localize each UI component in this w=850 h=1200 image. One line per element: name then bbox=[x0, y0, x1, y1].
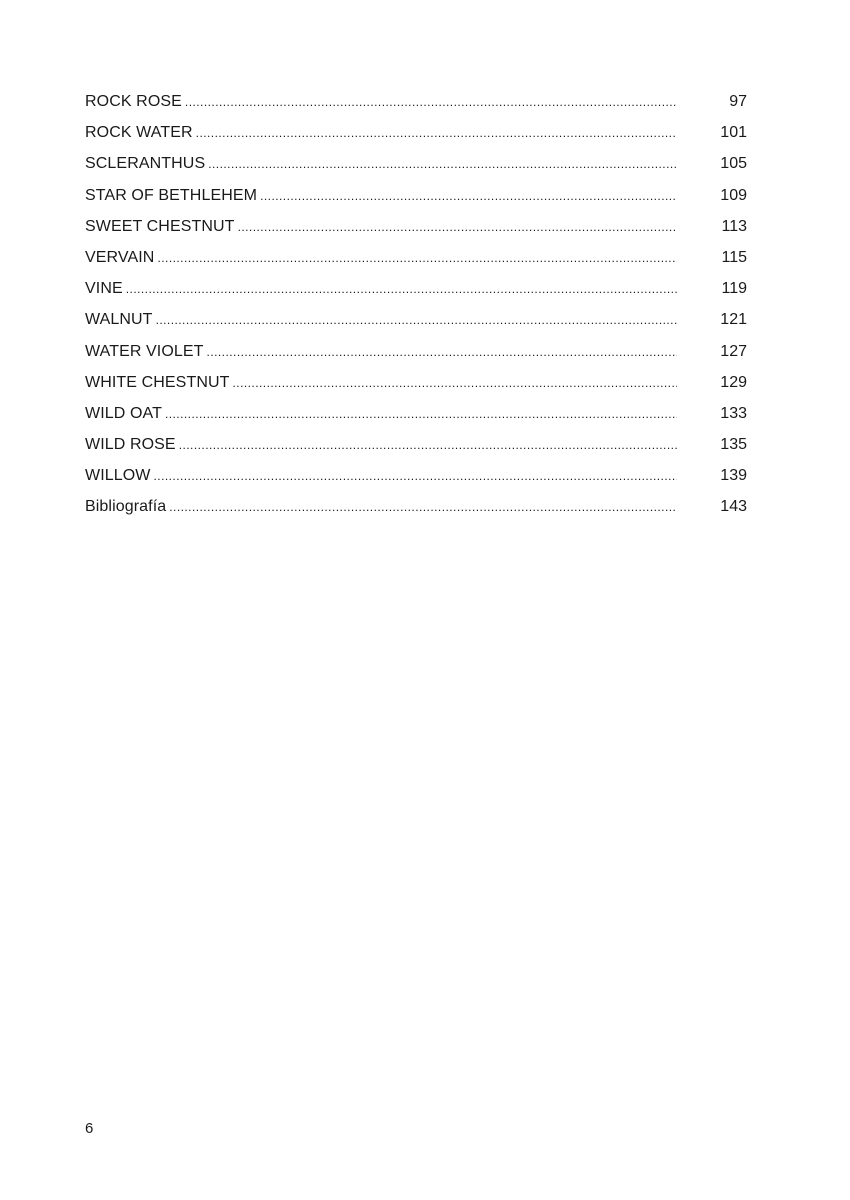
toc-entry[interactable] bbox=[85, 276, 747, 307]
toc-entry-page: 127 bbox=[720, 342, 747, 360]
toc-entry-page: 101 bbox=[720, 124, 747, 142]
toc-entry[interactable] bbox=[85, 89, 747, 120]
table-of-contents bbox=[85, 89, 747, 526]
toc-dot-leader bbox=[208, 151, 677, 177]
toc-entry-title: WHITE CHESTNUT bbox=[85, 373, 230, 391]
toc-dot-leader bbox=[233, 370, 677, 396]
toc-entry[interactable] bbox=[85, 120, 747, 151]
toc-entry-title: WILD ROSE bbox=[85, 436, 176, 454]
toc-entry[interactable] bbox=[85, 245, 747, 276]
toc-entry[interactable] bbox=[85, 463, 747, 494]
page-number: 6 bbox=[85, 1120, 94, 1137]
toc-dot-leader bbox=[196, 120, 677, 146]
toc-entry-title: Bibliografía bbox=[85, 498, 167, 516]
toc-entry-title: WATER VIOLET bbox=[85, 342, 204, 360]
toc-entry-page: 143 bbox=[720, 498, 747, 516]
toc-entry-title: SCLERANTHUS bbox=[85, 155, 206, 173]
toc-entry-page: 109 bbox=[720, 186, 747, 204]
toc-dot-leader bbox=[165, 401, 677, 427]
toc-dot-leader bbox=[207, 339, 677, 365]
toc-entry-page: 135 bbox=[720, 436, 747, 454]
toc-entry-title: SWEET CHESTNUT bbox=[85, 217, 235, 235]
toc-entry[interactable] bbox=[85, 339, 747, 370]
toc-entry-title: ROCK ROSE bbox=[85, 93, 182, 110]
toc-entry[interactable] bbox=[85, 494, 747, 525]
toc-entry-title: WILLOW bbox=[85, 467, 151, 485]
toc-entry[interactable] bbox=[85, 183, 747, 214]
toc-entry-page: 119 bbox=[721, 280, 747, 298]
toc-dot-leader bbox=[238, 214, 677, 240]
toc-entry-page: 133 bbox=[720, 404, 747, 422]
toc-entry-page: 129 bbox=[720, 373, 747, 391]
toc-entry[interactable] bbox=[85, 307, 747, 338]
toc-dot-leader bbox=[157, 245, 677, 271]
toc-dot-leader bbox=[185, 89, 677, 115]
toc-entry-page: 113 bbox=[721, 217, 747, 235]
toc-dot-leader bbox=[169, 494, 677, 520]
toc-dot-leader bbox=[179, 432, 677, 458]
toc-entry-title: VERVAIN bbox=[85, 248, 155, 266]
toc-dot-leader bbox=[154, 463, 678, 489]
toc-entry[interactable] bbox=[85, 432, 747, 463]
toc-dot-leader bbox=[156, 307, 677, 333]
toc-entry-title: STAR OF BETHLEHEM bbox=[85, 186, 258, 204]
toc-entry-title: WILD OAT bbox=[85, 404, 162, 422]
toc-entry[interactable] bbox=[85, 214, 747, 245]
toc-entry[interactable] bbox=[85, 370, 747, 401]
toc-entry-title: VINE bbox=[85, 280, 123, 298]
toc-entry-title: WALNUT bbox=[85, 311, 153, 329]
toc-dot-leader bbox=[260, 183, 677, 209]
toc-entry-page: 115 bbox=[721, 248, 747, 266]
toc-entry[interactable] bbox=[85, 151, 747, 182]
toc-entry[interactable] bbox=[85, 401, 747, 432]
toc-entry-page: 139 bbox=[720, 467, 747, 485]
toc-entry-page: 121 bbox=[720, 311, 747, 329]
toc-entry-page: 97 bbox=[729, 93, 747, 110]
toc-dot-leader bbox=[126, 276, 677, 302]
toc-entry-page: 105 bbox=[720, 155, 747, 173]
toc-entry-title: ROCK WATER bbox=[85, 124, 193, 142]
